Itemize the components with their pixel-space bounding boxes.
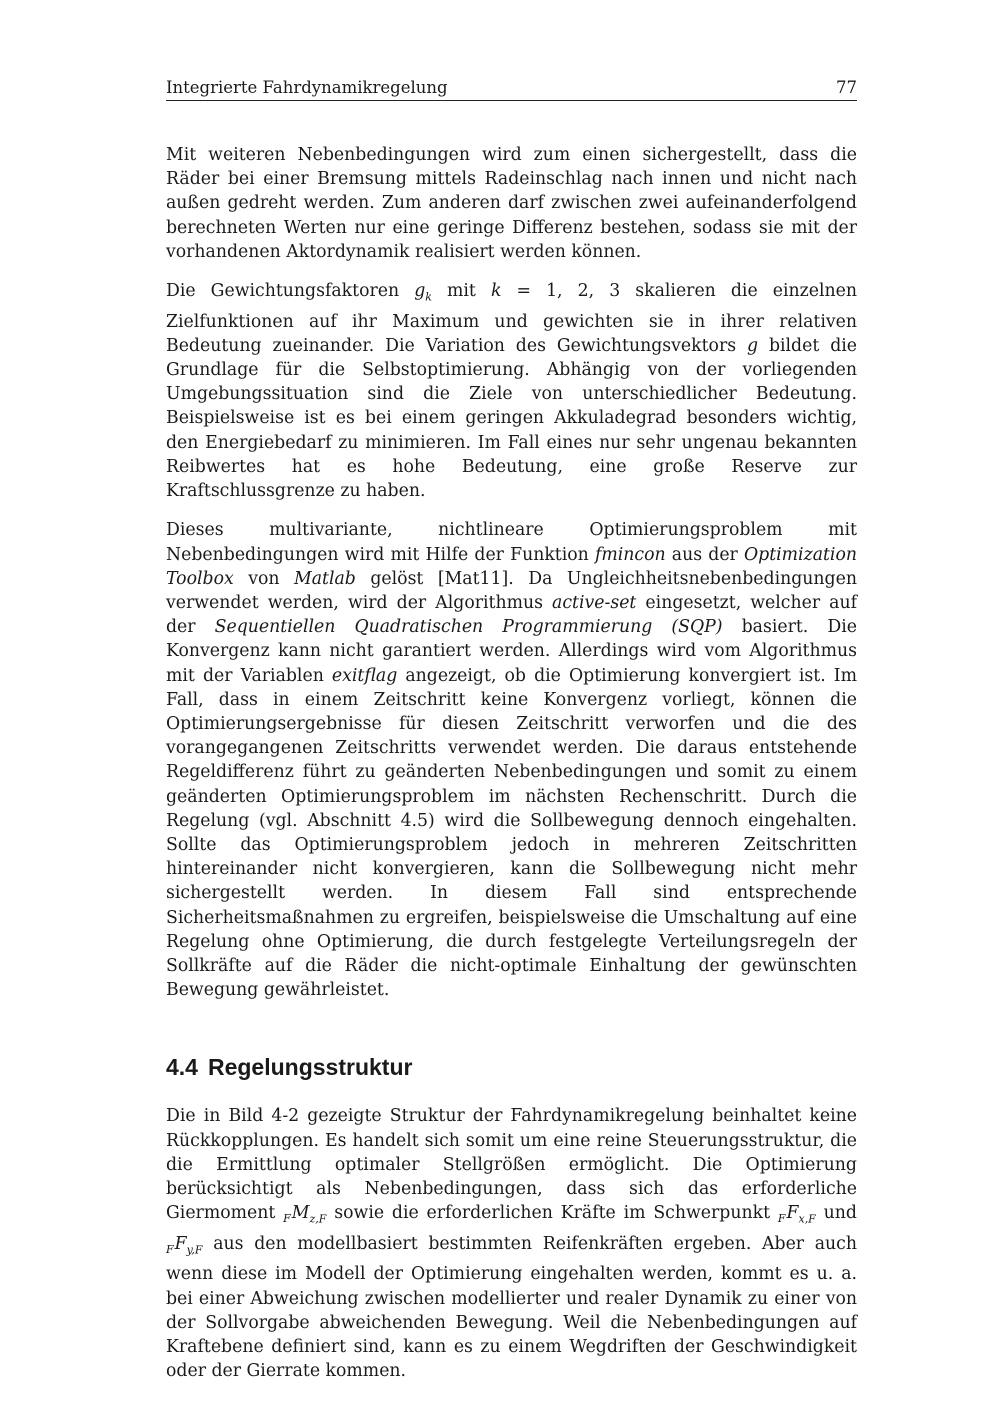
term-sqp: Sequentiellen Quadratischen Programmierung (SQP) bbox=[214, 617, 723, 638]
section-number: 4.4 bbox=[166, 1054, 198, 1081]
paragraph-3: Dieses multivariante, nichtlineare Optimierungsproblem mit Nebenbedingungen wird mit Hilfe der Funktion fmincon aus der Optimization Toolbox von Matlab gelöst [Mat11]. Da Ungleichheitsnebenbedingungen verwendet werden, wird der Algorithmus active-set eingesetzt, welcher auf der Sequentiellen Quadratischen Programmierung (SQP) basiert. Die Konvergenz kann nicht garantiert werden. Allerdings wird vom Algorithmus mit der Variablen exitflag angezeigt, ob die Optimierung konvergiert ist. Im Fall, dass in einem Zeitschritt keine Konvergenz vorliegt, können die Optimierungsergebnisse für diesen Zeitschritt verworfen und die des vorangegangenen Zeitschritts verwendet werden. Die daraus entstehende Regeldifferenz führt zu geänderten Nebenbedingungen und somit zu einem geänderten Optimierungsproblem im nächsten Rechenschritt. Durch die Regelung (vgl. Abschnitt 4.5) wird die Sollbewegung dennoch eingehalten. Sollte das Optimierungsproblem jedoch in mehreren Zeitschritten hintereinander nicht konvergieren, kann die Sollbewegung nicht mehr sichergestellt werden. In diesem Fall sind entsprechende Sicherheitsmaßnahmen zu ergreifen, beispielsweise die Umschaltung auf eine Regelung ohne Optimierung, die durch festgelegte Verteilungsregeln der Sollkräfte auf die Räder die nicht-optimale Einhaltung der gewünschten Bewegung gewährleistet. bbox=[166, 520, 857, 1001]
math-g-k: $g_k$ bbox=[414, 281, 432, 304]
math-g: g bbox=[746, 335, 759, 356]
term-optimization-toolbox: Optimization Toolbox bbox=[166, 544, 857, 589]
running-header bbox=[166, 78, 857, 101]
section-heading bbox=[166, 1052, 857, 1082]
paragraph-1: Mit weiteren Nebenbedingungen wird zum einen sichergestellt, dass die Räder bei einer Bremsung mittels Radeinschlag nach innen und nicht nach außen gedreht werden. Zum anderen darf zwischen zwei aufeinanderfolgend berechneten Werten nur eine geringe Differenz bestehen, sodass sie mit der vorhandenen Aktordynamik realisiert werden können. bbox=[166, 145, 857, 262]
page-number: 77 bbox=[836, 78, 857, 97]
section-title: Regelungsstruktur bbox=[207, 1054, 413, 1081]
running-title: Integrierte Fahrdynamikregelung bbox=[166, 78, 448, 97]
paragraph-4: Die in Bild 4-2 gezeigte Struktur der Fahrdynamikregelung beinhaltet keine Rückkopplungen. Es handelt sich somit um eine reine Steuerungsstruktur, die die Ermittlung optimaler Stellgrößen ermöglicht. Die Optimierung berücksichtigt als Nebenbedingungen, dass sich das erforderliche Giermoment $_FM_{z,F}$ sowie die erforderlichen Kräfte im Schwerpunkt $_FF_{x,F}$ und $_FF_{y,F}$ aus den modellbasiert bestimmten Reifenkräften ergeben. Aber auch wenn diese im Modell der Optimierung eingehalten werden, kommt es u. a. bei einer Abweichung zwischen modellierter und realer Dynamik zu einer von der Sollvorgabe abweichenden Bewegung. Weil die Nebenbedingungen auf Kraftebene definiert sind, kann es zu einem Wegdriften der Geschwindigkeit oder der Gierrate kommen. bbox=[166, 1106, 857, 1382]
page bbox=[166, 78, 857, 1399]
paragraph-2: Die Gewichtungsfaktoren $g_k$ mit k = 1, 2, 3 skalieren die einzelnen Zielfunktionen auf ihr Maximum und gewichten sie in ihrer relativen Bedeutung zueinander. Die Variation des Gewichtungsvektors g bildet die Grundlage für die Selbstoptimierung. Abhängig von der vorliegenden Umgebungssituation sind die Ziele von unterschiedlicher Bedeutung. Beispielsweise ist es bei einem geringen Akkuladegrad besonders wichtig, den Energiebedarf zu minimieren. Im Fall eines nur sehr ungenau bekannten Reibwertes hat es hohe Bedeutung, eine große Reserve zur Kraftschlussgrenze zu haben. bbox=[166, 281, 858, 502]
term-active-set: active-set bbox=[552, 592, 637, 613]
math-fx: $_FF_{x,F}$ bbox=[777, 1203, 816, 1226]
math-mz: $_FM_{z,F}$ bbox=[283, 1203, 327, 1226]
term-exitflag: exitflag bbox=[331, 665, 398, 686]
term-matlab: Matlab bbox=[294, 568, 356, 589]
term-fmincon: fmincon bbox=[594, 544, 666, 565]
math-fy: $_FF_{y,F}$ bbox=[166, 1233, 203, 1257]
math-k: k bbox=[490, 281, 502, 302]
body-text bbox=[166, 143, 857, 1384]
